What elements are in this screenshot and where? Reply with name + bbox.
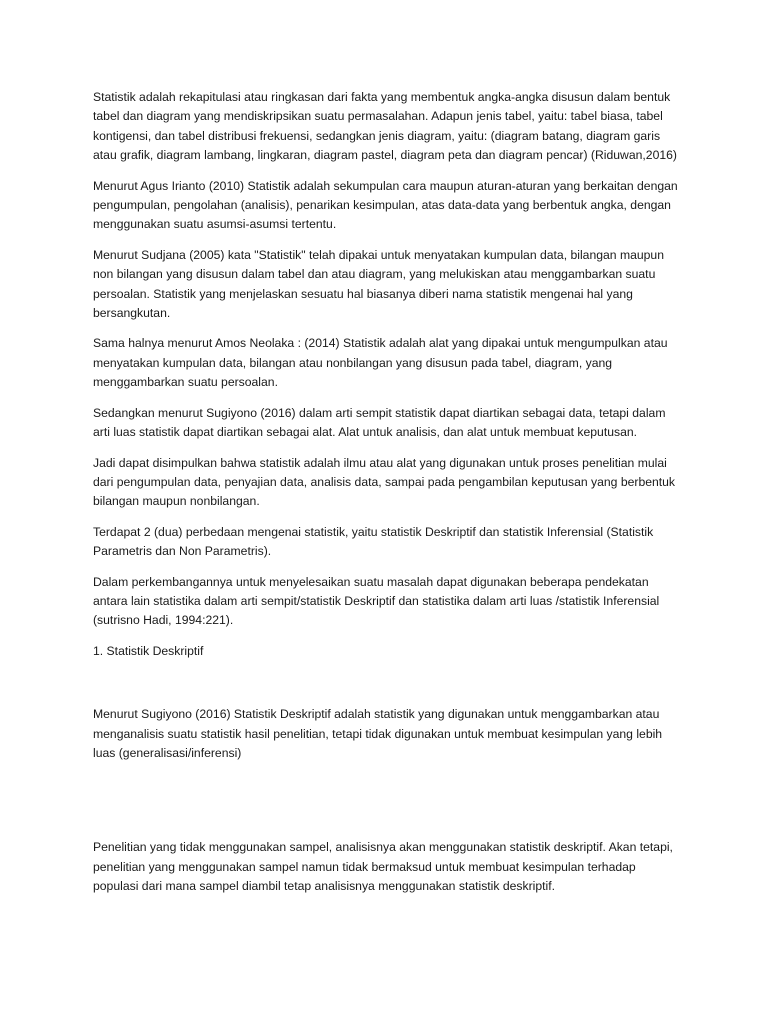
blank-space xyxy=(93,661,683,705)
paragraph-sugiyono: Sedangkan menurut Sugiyono (2016) dalam arti sempit statistik dapat diartikan sebagai data, tetapi dalam arti luas statistik dapat diartikan sebagai alat. Alat untuk analisis, dan alat untuk membuat keputusan. xyxy=(93,405,666,440)
paragraph-descriptive-usage: Penelitian yang tidak menggunakan sampel, analisisnya akan menggunakan statistik deskriptif. Akan tetapi, penelitian yang menggunakan sampel namun tidak bermaksud untuk membuat kesimpulan terhadap populasi dari mana sampel diambil tetap analisisnya menggunakan statistik deskriptif. xyxy=(93,840,673,894)
paragraph-differences: Terdapat 2 (dua) perbedaan mengenai statistik, yaitu statistik Deskriptif dan statistik Inferensial (Statistik Parametris dan Non Parametris). xyxy=(93,524,654,559)
paragraph-amos-neolaka: Sama halnya menurut Amos Neolaka : (2014) Statistik adalah alat yang dipakai untuk mengumpulkan atau menyatakan kumpulan data, bilangan atau nonbilangan yang disusun pada tabel, diagram, yang menggambarkan suatu persoalan. xyxy=(93,336,668,390)
section-heading: 1. Statistik Deskriptif xyxy=(93,643,204,658)
paragraph-descriptive-definition: Menurut Sugiyono (2016) Statistik Deskriptif adalah statistik yang digunakan untuk menggambarkan atau menganalisis suatu statistik hasil penelitian, tetapi tidak digunakan untuk membuat kesimpulan yang lebih luas (generalisasi/inferensi) xyxy=(93,707,663,760)
blank-space xyxy=(93,774,683,838)
paragraph-agus-irianto: Menurut Agus Irianto (2010) Statistik adalah sekumpulan cara maupun aturan-aturan yang berkaitan dengan pengumpulan, pengolahan (analisis), penarikan kesimpulan, atas data-data yang berbentuk angka, dengan menggunakan suatu asumsi-asumsi tertentu. xyxy=(93,178,678,232)
document-page xyxy=(93,88,683,908)
paragraph-definition: Statistik adalah rekapitulasi atau ringkasan dari fakta yang membentuk angka-angka disusun dalam bentuk tabel dan diagram yang mendiskripsikan suatu permasalahan. Adapun jenis tabel, yaitu: tabel biasa, tabel kontigensi, dan tabel distribusi frekuensi, sedangkan jenis diagram, yaitu: (diagram batang, diagram garis atau grafik, diagram lambang, lingkaran, diagram pastel, diagram peta dan diagram pencar) (Riduwan,2016) xyxy=(93,90,677,163)
paragraph-conclusion: Jadi dapat disimpulkan bahwa statistik adalah ilmu atau alat yang digunakan untuk proses penelitian mulai dari pengumpulan data, penyajian data, analisis data, sampai pada pengambilan keputusan yang berbentuk bilangan maupun nonbilangan. xyxy=(93,455,676,509)
paragraph-sudjana: Menurut Sudjana (2005) kata "Statistik" telah dipakai untuk menyatakan kumpulan data, bilangan maupun non bilangan yang disusun dalam tabel dan atau diagram, yang melukiskan atau menggambarkan suatu persoalan. Statistik yang menjelaskan sesuatu hal biasanya diberi nama statistik mengenai hal yang bersangkutan. xyxy=(93,247,664,321)
paragraph-development: Dalam perkembangannya untuk menyelesaikan suatu masalah dapat digunakan beberapa pendekatan antara lain statistika dalam arti sempit/statistik Deskriptif dan statistika dalam arti luas /statistik Inferensial (sutrisno Hadi, 1994:221). xyxy=(93,574,660,628)
